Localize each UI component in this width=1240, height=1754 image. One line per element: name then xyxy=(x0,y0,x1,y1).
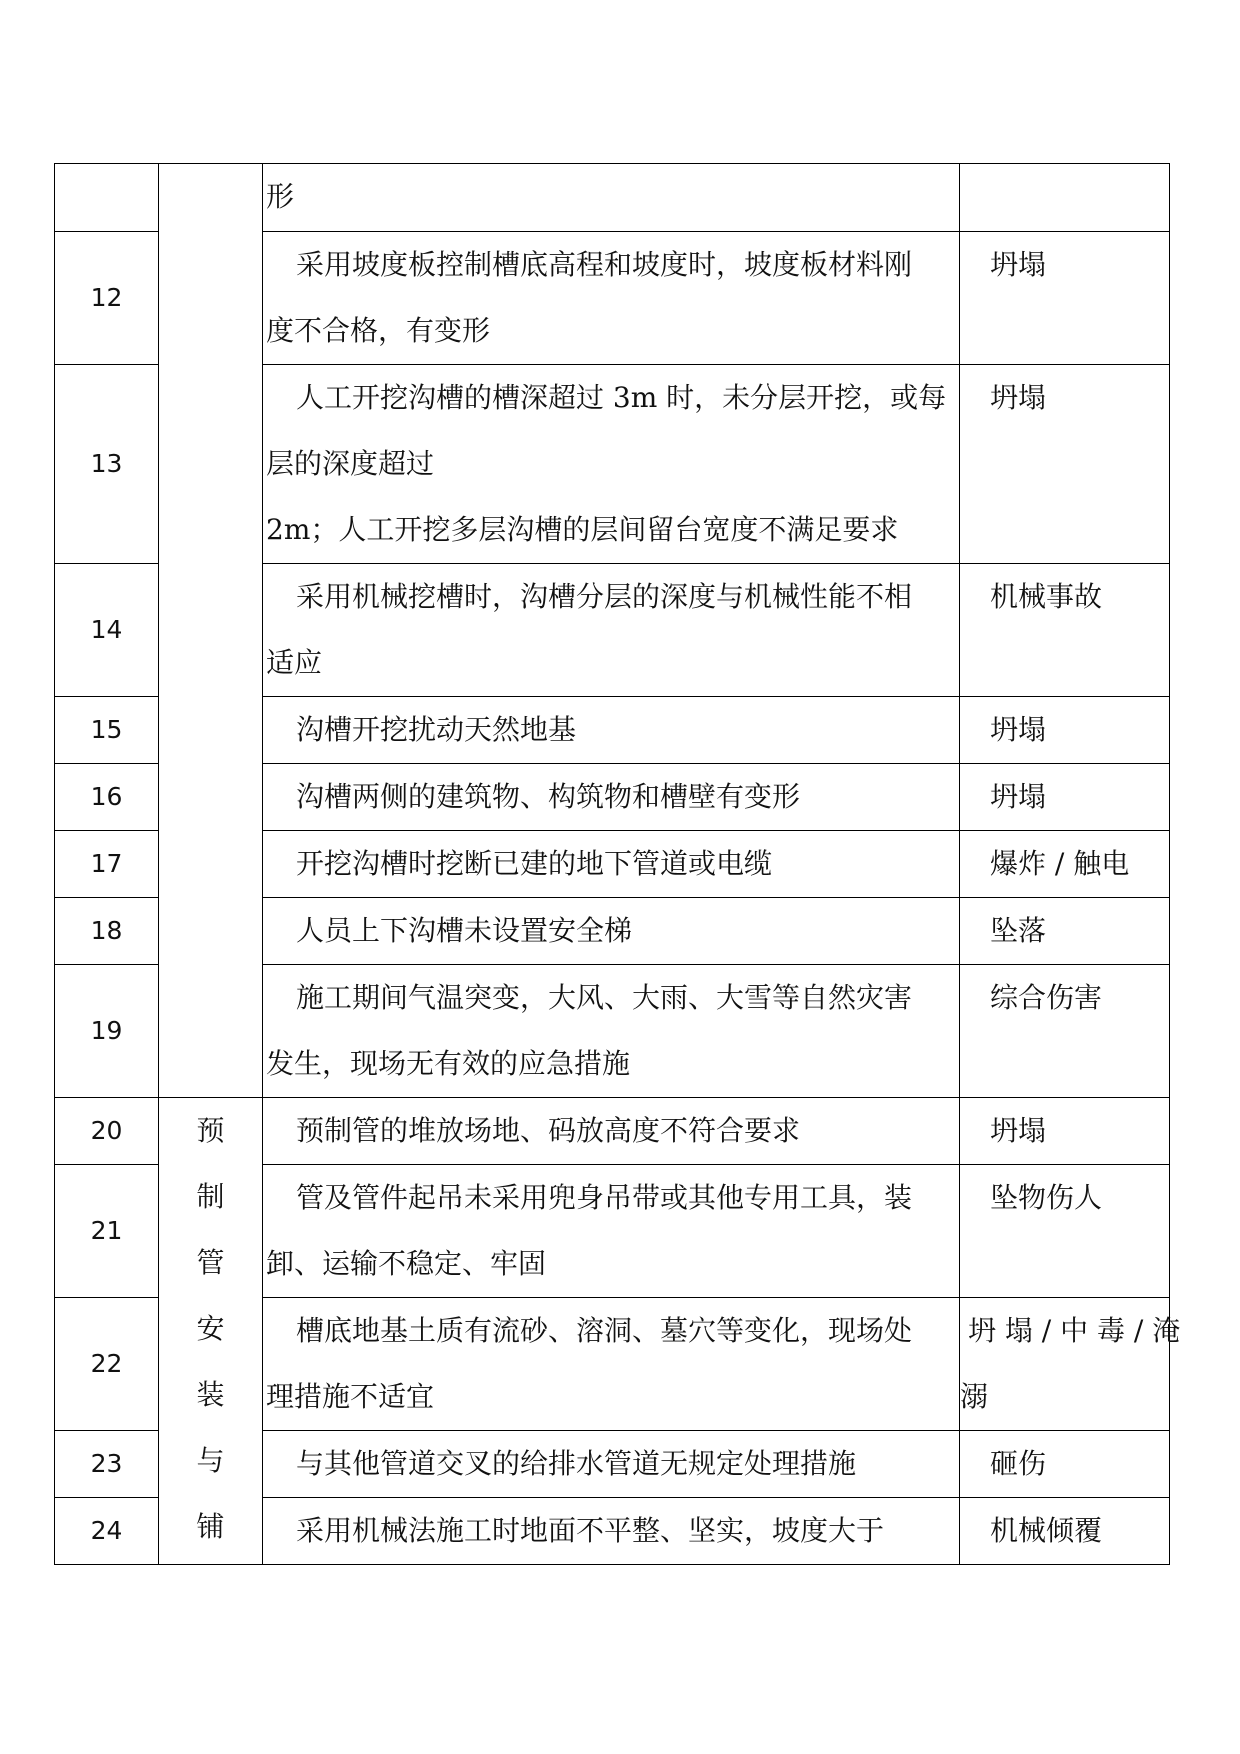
row-number: 13 xyxy=(55,365,159,564)
stage-label xyxy=(159,1098,262,1560)
accident-type-line: 坠物伤人 xyxy=(990,1181,1103,1214)
description-line: 适应 xyxy=(266,646,323,679)
hazard-description xyxy=(263,898,960,965)
stage-char: 管 xyxy=(196,1246,225,1279)
description-line: 度不合格，有变形 xyxy=(266,314,491,347)
description-line: 采用坡度板控制槽底高程和坡度时，坡度板材料刚 xyxy=(296,248,913,281)
accident-type xyxy=(960,164,1170,232)
accident-type xyxy=(960,1165,1170,1298)
accident-type xyxy=(960,564,1170,697)
description-line: 形 xyxy=(266,180,295,213)
stage-char: 安 xyxy=(196,1312,225,1345)
stage-char: 装 xyxy=(196,1378,225,1411)
description-line: 人员上下沟槽未设置安全梯 xyxy=(296,914,633,947)
accident-type-line: 机械事故 xyxy=(990,580,1103,613)
row-number: 12 xyxy=(55,232,159,365)
risk-table xyxy=(54,163,1181,1565)
description-line: 2m；人工开挖多层沟槽的层间留台宽度不满足要求 xyxy=(266,513,899,546)
stage-char: 制 xyxy=(196,1180,225,1213)
accident-type-line: 坍塌 xyxy=(990,248,1047,281)
row-number: 21 xyxy=(55,1165,159,1298)
row-number xyxy=(55,164,159,232)
description-line: 管及管件起吊未采用兜身吊带或其他专用工具，装 xyxy=(296,1181,913,1214)
description-line: 层的深度超过 xyxy=(266,447,435,480)
hazard-description xyxy=(263,232,960,365)
stage-char: 铺 xyxy=(196,1510,225,1543)
description-line: 发生，现场无有效的应急措施 xyxy=(266,1047,631,1080)
stage-cell-empty xyxy=(159,164,263,1098)
accident-type-line: 坍塌 xyxy=(990,381,1047,414)
accident-type-line: 机械倾覆 xyxy=(990,1514,1103,1547)
accident-type-line: 溺 xyxy=(960,1380,989,1413)
table-row xyxy=(55,1098,1170,1165)
row-number: 14 xyxy=(55,564,159,697)
row-number: 19 xyxy=(55,965,159,1098)
hazard-description xyxy=(263,1431,960,1498)
accident-type xyxy=(960,831,1170,898)
hazard-description xyxy=(263,965,960,1098)
description-line: 采用机械挖槽时，沟槽分层的深度与机械性能不相 xyxy=(296,580,913,613)
row-number: 24 xyxy=(55,1498,159,1565)
accident-type xyxy=(960,965,1170,1098)
stage-cell xyxy=(159,1098,263,1565)
accident-type-line: 坍塌 xyxy=(990,1114,1047,1147)
stage-char: 与 xyxy=(196,1444,225,1477)
row-number: 23 xyxy=(55,1431,159,1498)
hazard-description xyxy=(263,365,960,564)
accident-type-line: 爆炸 / 触电 xyxy=(990,847,1130,880)
row-number: 20 xyxy=(55,1098,159,1165)
hazard-description xyxy=(263,697,960,764)
description-line: 沟槽两侧的建筑物、构筑物和槽壁有变形 xyxy=(296,780,801,813)
table-row xyxy=(55,164,1170,232)
description-line: 开挖沟槽时挖断已建的地下管道或电缆 xyxy=(296,847,773,880)
accident-type xyxy=(960,365,1170,564)
row-number: 18 xyxy=(55,898,159,965)
description-line: 施工期间气温突变，大风、大雨、大雪等自然灾害 xyxy=(296,981,913,1014)
accident-type xyxy=(960,1498,1170,1565)
hazard-description xyxy=(263,564,960,697)
description-line: 理措施不适宜 xyxy=(266,1380,435,1413)
description-line: 人工开挖沟槽的槽深超过 3m 时，未分层开挖，或每 xyxy=(296,381,947,414)
document-page xyxy=(54,163,1181,1565)
row-number: 17 xyxy=(55,831,159,898)
accident-type xyxy=(960,1431,1170,1498)
accident-type-line: 坍塌 xyxy=(990,780,1047,813)
accident-type xyxy=(960,232,1170,365)
accident-type-line: 综合伤害 xyxy=(990,981,1103,1014)
description-line: 槽底地基土质有流砂、溶洞、墓穴等变化，现场处 xyxy=(296,1314,913,1347)
accident-type-line: 坍塌 xyxy=(990,713,1047,746)
accident-type xyxy=(960,1098,1170,1165)
description-line: 沟槽开挖扰动天然地基 xyxy=(296,713,577,746)
accident-type-line: 砸伤 xyxy=(990,1447,1047,1480)
description-line: 与其他管道交叉的给排水管道无规定处理措施 xyxy=(296,1447,857,1480)
accident-type xyxy=(960,898,1170,965)
accident-type-line: 坍 塌 / 中 毒 / 淹 xyxy=(968,1314,1181,1347)
row-number: 15 xyxy=(55,697,159,764)
accident-type xyxy=(960,764,1170,831)
row-number: 16 xyxy=(55,764,159,831)
hazard-description xyxy=(263,164,960,232)
hazard-description xyxy=(263,831,960,898)
hazard-description xyxy=(263,764,960,831)
description-line: 卸、运输不稳定、牢固 xyxy=(266,1247,547,1280)
hazard-description xyxy=(263,1298,960,1431)
hazard-description xyxy=(263,1098,960,1165)
row-number: 22 xyxy=(55,1298,159,1431)
accident-type xyxy=(960,697,1170,764)
description-line: 采用机械法施工时地面不平整、坚实，坡度大于 xyxy=(296,1514,885,1547)
accident-type-line: 坠落 xyxy=(990,914,1047,947)
stage-char: 预 xyxy=(196,1114,225,1147)
hazard-description xyxy=(263,1498,960,1565)
description-line: 预制管的堆放场地、码放高度不符合要求 xyxy=(296,1114,801,1147)
hazard-description xyxy=(263,1165,960,1298)
accident-type xyxy=(960,1298,1181,1431)
